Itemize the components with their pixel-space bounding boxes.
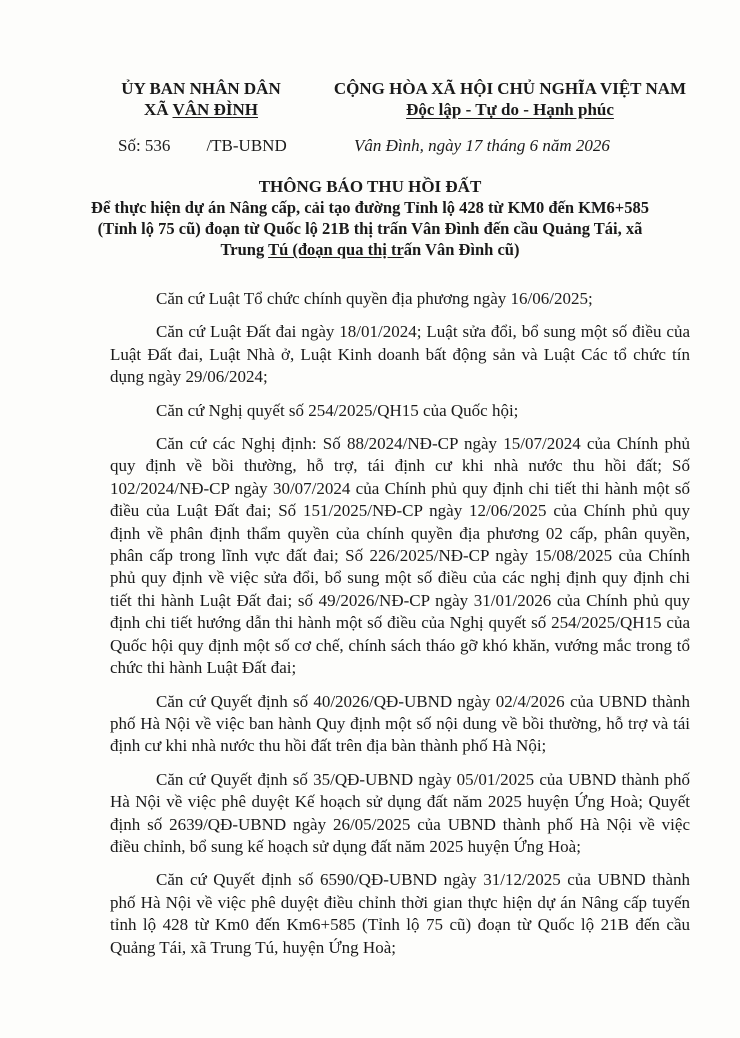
legal-basis-paragraph: Căn cứ các Nghị định: Số 88/2024/NĐ-CP ngày 15/07/2024 của Chính phủ quy định về bồi thường, hỗ trợ, tái định cư khi nhà nước thu hồi đất; Số 102/2024/NĐ-CP ngày 30/07/2024 của Chính phủ quy định chi tiết thi hành một số điều của Luật Đất đai; Số 151/2025/NĐ-CP ngày 12/06/2025 của Chính phủ quy định về phân định thẩm quyền của chính quyền địa phương 02 cấp, phân quyền, phân cấp trong lĩnh vực đất đai; Số 226/2025/NĐ-CP ngày 15/08/2025 của Chính phủ quy định về việc sửa đổi, bổ sung một số điều của các nghị định quy định chi tiết thi hành Luật Đất đai; số 49/2026/NĐ-CP ngày 31/01/2026 của Chính phủ quy định chi tiết hướng dẫn thi hành một số điều của Nghị quyết số 254/2025/QH15 của Quốc hội quy định một số cơ chế, chính sách tháo gỡ khó khăn, vướng mắc trong tổ chức thi hành Luật Đất đai;: [110, 434, 690, 678]
document-body: [110, 288, 690, 970]
agency-commune-prefix: XÃ: [144, 100, 173, 119]
issuing-agency: [96, 78, 306, 120]
subject-main: Để thực hiện dự án Nâng cấp, cải tạo đường Tỉnh lộ 428 từ KM0 đến KM6+585 (Tỉnh lộ 75 cũ) đoạn từ Quốc lộ 21B thị trấn Vân Đình đến cầu Quảng Tái, xã Trung: [91, 198, 649, 259]
national-motto: Độc lập - Tự do - Hạnh phúc: [406, 100, 614, 119]
legal-basis-paragraph: Căn cứ Quyết định số 40/2026/QĐ-UBND ngày 02/4/2026 của UBND thành phố Hà Nội về việc ban hành Quy định một số nội dung về bồi thường, hỗ trợ và tái định cư khi nhà nước thu hồi đất trên địa bàn thành phố Hà Nội;: [110, 691, 690, 756]
place-date: Vân Đình, ngày 17 tháng 6 năm 2026: [354, 136, 610, 155]
subject-underlined: Tú (đoạn qua thị tr: [268, 240, 404, 259]
republic-name: CỘNG HÒA XÃ HỘI CHỦ NGHĨA VIỆT NAM: [333, 79, 687, 98]
national-header: [300, 78, 720, 120]
agency-commune-name: VÂN ĐÌNH: [172, 100, 258, 119]
agency-commune: [96, 99, 306, 120]
document-title: THÔNG BÁO THU HỒI ĐẤT: [258, 177, 482, 196]
document-number-prefix: Số: 536: [118, 136, 171, 155]
document-number: [118, 136, 287, 156]
legal-basis-paragraph: Căn cứ Nghị quyết số 254/2025/QH15 của Quốc hội;: [156, 400, 519, 420]
legal-basis-paragraph: Căn cứ Quyết định số 6590/QĐ-UBND ngày 31/12/2025 của UBND thành phố Hà Nội về việc phê duyệt điều chỉnh thời gian thực hiện dự án Nâng cấp tuyến tỉnh lộ 428 từ Km0 đến Km6+585 (Tỉnh lộ 75 cũ) đoạn từ Quốc lộ 21B đến cầu Quảng Tái, xã Trung Tú, huyện Ứng Hoà;: [110, 870, 690, 957]
legal-basis-paragraph: Căn cứ Quyết định số 35/QĐ-UBND ngày 05/01/2025 của UBND thành phố Hà Nội về việc phê duyệt Kế hoạch sử dụng đất năm 2025 huyện Ứng Hoà; Quyết định số 2639/QĐ-UBND ngày 26/05/2025 của UBND thành phố Hà Nội về việc điều chỉnh, bổ sung kế hoạch sử dụng đất năm 2025 huyện Ứng Hoà;: [110, 769, 690, 856]
legal-basis-paragraph: Căn cứ Luật Đất đai ngày 18/01/2024; Luật sửa đổi, bổ sung một số điều của Luật Đất đai, Luật Nhà ở, Luật Kinh doanh bất động sản và Luật Các tổ chức tín dụng ngày 29/06/2024;: [110, 322, 690, 387]
subject-end: ấn Vân Đình cũ): [403, 240, 520, 259]
agency-name: ỦY BAN NHÂN DÂN: [121, 79, 281, 98]
document-number-suffix: /TB-UBND: [206, 136, 287, 155]
document-subject: [90, 197, 650, 260]
legal-basis-paragraph: Căn cứ Luật Tổ chức chính quyền địa phương ngày 16/06/2025;: [156, 289, 593, 308]
